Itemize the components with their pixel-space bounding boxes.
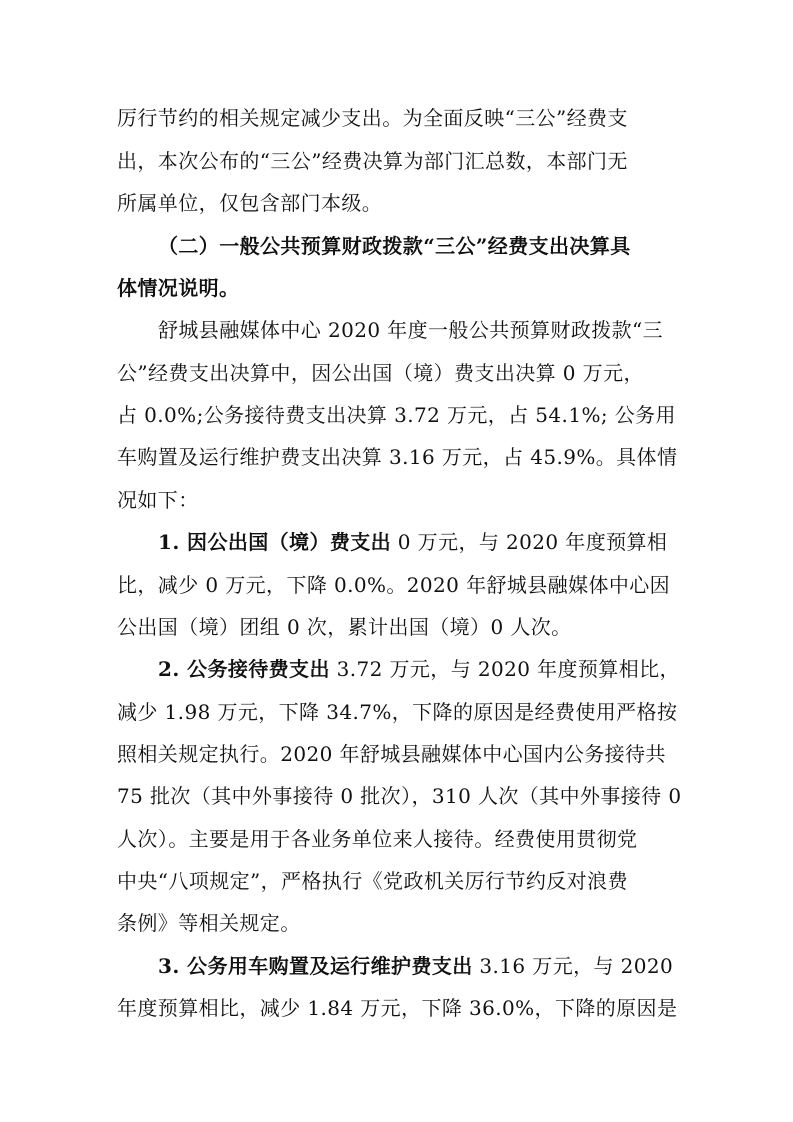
- item-line: [158, 522, 718, 562]
- paragraph-line: 舒城县融媒体中心 2020 年度一般公共预算财政拨款“三: [158, 318, 664, 342]
- item-text: 3.16 万元，与 2020: [472, 954, 674, 978]
- paragraph-line: 出，本次公布的“三公”经费决算为部门汇总数，本部门无: [117, 149, 628, 173]
- item-text: 3.72 万元，与 2020 年度预算相比，: [329, 657, 680, 681]
- item-text: 0 万元，与 2020 年度预算相: [391, 530, 668, 554]
- section-heading-line: 体情况说明。: [117, 276, 240, 300]
- paragraph-line: 人次）。主要是用于各业务单位来人接待。经费使用贯彻党: [117, 827, 638, 851]
- paragraph-line: 减少 1.98 万元，下降 34.7%，下降的原因是经费使用严格按: [117, 700, 678, 724]
- item-line: [158, 649, 718, 689]
- paragraph-line: 条例》等相关规定。: [117, 911, 301, 935]
- paragraph-line: 车购置及运行维护费支出决算 3.16 万元，占 45.9%。具体情: [117, 445, 678, 469]
- section-heading-line: （二）一般公共预算财政拨款“三公”经费支出决算具: [158, 234, 631, 258]
- item-heading: 1. 因公出国（境）费支出: [158, 530, 392, 554]
- paragraph-line: 公”经费支出决算中，因公出国（境）费支出决算 0 万元，: [117, 361, 644, 385]
- paragraph-line: 占 0.0%;公务接待费支出决算 3.72 万元，占 54.1%; 公务用: [117, 403, 676, 427]
- paragraph-line: 年度预算相比，减少 1.84 万元，下降 36.0%，下降的原因是: [117, 996, 678, 1020]
- item-line: [158, 946, 718, 986]
- paragraph-line: 照相关规定执行。2020 年舒城县融媒体中心国内公务接待共: [117, 742, 666, 766]
- paragraph-line: 比，减少 0 万元，下降 0.0%。2020 年舒城县融媒体中心因: [117, 573, 671, 597]
- item-heading: 3. 公务用车购置及运行维护费支出: [158, 954, 473, 978]
- paragraph-line: 公出国（境）团组 0 次，累计出国（境）0 人次。: [117, 615, 572, 639]
- paragraph-line: 75 批次（其中外事接待 0 批次），310 人次（其中外事接待 0: [117, 784, 682, 808]
- paragraph-line: 况如下：: [117, 488, 199, 512]
- paragraph-line: 中央“八项规定”，严格执行《党政机关厉行节约反对浪费: [117, 869, 628, 893]
- paragraph-line: 所属单位，仅包含部门本级。: [117, 191, 383, 215]
- item-heading: 2. 公务接待费支出: [158, 657, 330, 681]
- paragraph-line: 厉行节约的相关规定减少支出。为全面反映“三公”经费支: [117, 106, 628, 130]
